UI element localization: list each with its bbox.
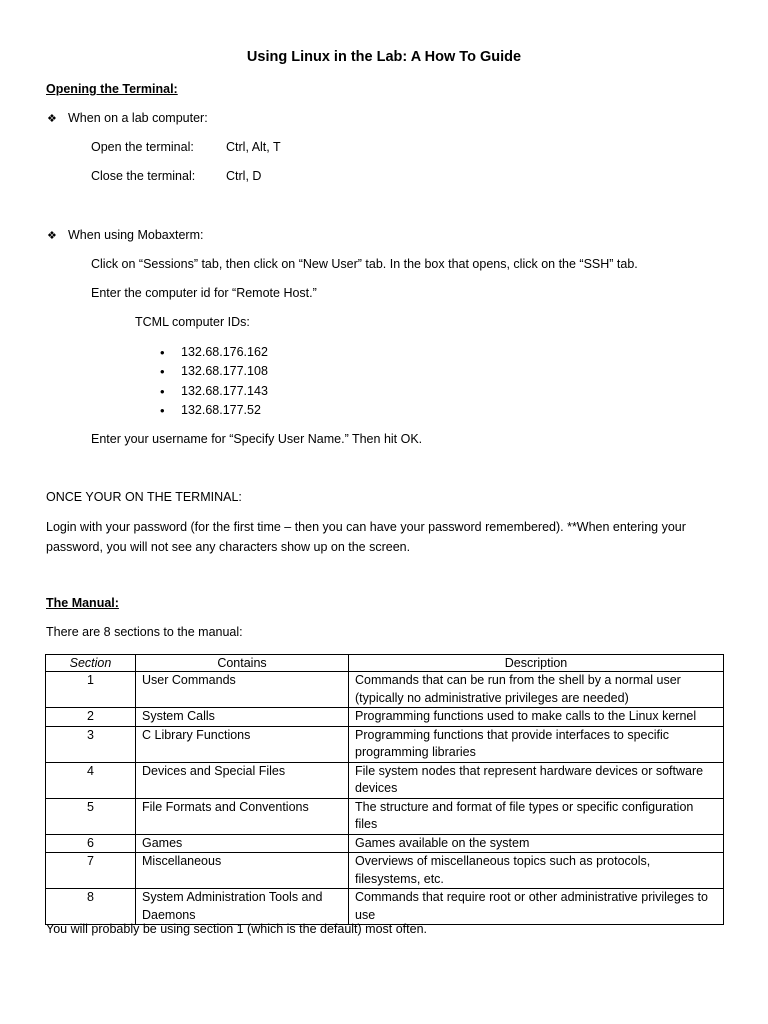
manual-heading: The Manual:: [46, 596, 119, 610]
tcml-ids-label: TCML computer IDs:: [135, 315, 250, 329]
lab-computer-label: When on a lab computer:: [68, 111, 208, 125]
section-number: 6: [46, 834, 136, 853]
manual-intro: There are 8 sections to the manual:: [46, 625, 243, 639]
manual-footer-note: You will probably be using section 1 (which is the default) most often.: [46, 922, 427, 936]
diamond-bullet-icon: ❖: [47, 113, 57, 125]
manual-sections-table: [45, 654, 724, 925]
section-description: File system nodes that represent hardware devices or software devices: [349, 762, 724, 798]
close-terminal-keys: Ctrl, D: [226, 169, 262, 183]
section-contains: C Library Functions: [136, 726, 349, 762]
column-header-section: Section: [46, 655, 136, 672]
diamond-bullet-icon: ❖: [47, 230, 57, 242]
section-contains: File Formats and Conventions: [136, 798, 349, 834]
section-description: Overviews of miscellaneous topics such as protocols, filesystems, etc.: [349, 853, 724, 889]
section-contains: Miscellaneous: [136, 853, 349, 889]
column-header-contains: Contains: [136, 655, 349, 672]
table-row: [46, 834, 724, 853]
section-number: 5: [46, 798, 136, 834]
close-terminal-label: Close the terminal:: [91, 169, 196, 183]
column-header-description: Description: [349, 655, 724, 672]
section-contains: User Commands: [136, 672, 349, 708]
document-title: Using Linux in the Lab: A How To Guide: [246, 49, 522, 65]
section-description: The structure and format of file types or specific configuration files: [349, 798, 724, 834]
terminal-login-text: Login with your password (for the first time – then you can have your password remembered). **When entering your password, you will not see any characters show up on the screen.: [46, 520, 686, 554]
section-number: 1: [46, 672, 136, 708]
section-number: 8: [46, 889, 136, 925]
tcml-id-list: [160, 343, 268, 420]
section-contains: System Administration Tools and Daemons: [136, 889, 349, 925]
section-number: 4: [46, 762, 136, 798]
open-terminal-label: Open the terminal:: [91, 140, 194, 154]
list-item: • 132.68.177.143: [160, 382, 268, 401]
table-row: [46, 798, 724, 834]
opening-terminal-heading: Opening the Terminal:: [46, 82, 178, 96]
section-description: Commands that can be run from the shell by a normal user (typically no administrative privileges are needed): [349, 672, 724, 708]
table-row: [46, 889, 724, 925]
list-item: • 132.68.177.108: [160, 362, 268, 381]
terminal-heading: ONCE YOUR ON THE TERMINAL:: [46, 490, 242, 504]
section-contains: Devices and Special Files: [136, 762, 349, 798]
section-description: Programming functions that provide interfaces to specific programming libraries: [349, 726, 724, 762]
mobaxterm-step-remote-host: Enter the computer id for “Remote Host.”: [91, 286, 317, 300]
mobaxterm-step-username: Enter your username for “Specify User Name.” Then hit OK.: [91, 432, 423, 446]
section-description: Commands that require root or other administrative privileges to use: [349, 889, 724, 925]
section-number: 2: [46, 708, 136, 727]
section-contains: Games: [136, 834, 349, 853]
open-terminal-keys: Ctrl, Alt, T: [226, 140, 281, 154]
mobaxterm-step-sessions: Click on “Sessions” tab, then click on “New User” tab. In the box that opens, click on the “SSH” tab.: [91, 257, 638, 271]
table-row: [46, 708, 724, 727]
section-number: 3: [46, 726, 136, 762]
table-row: [46, 672, 724, 708]
section-description: Programming functions used to make calls to the Linux kernel: [349, 708, 724, 727]
table-row: [46, 726, 724, 762]
mobaxterm-label: When using Mobaxterm:: [68, 228, 204, 242]
section-number: 7: [46, 853, 136, 889]
section-contains: System Calls: [136, 708, 349, 727]
table-row: [46, 853, 724, 889]
table-row: [46, 762, 724, 798]
list-item: • 132.68.177.52: [160, 401, 268, 420]
list-item: • 132.68.176.162: [160, 343, 268, 362]
table-header-row: [46, 655, 724, 672]
section-description: Games available on the system: [349, 834, 724, 853]
